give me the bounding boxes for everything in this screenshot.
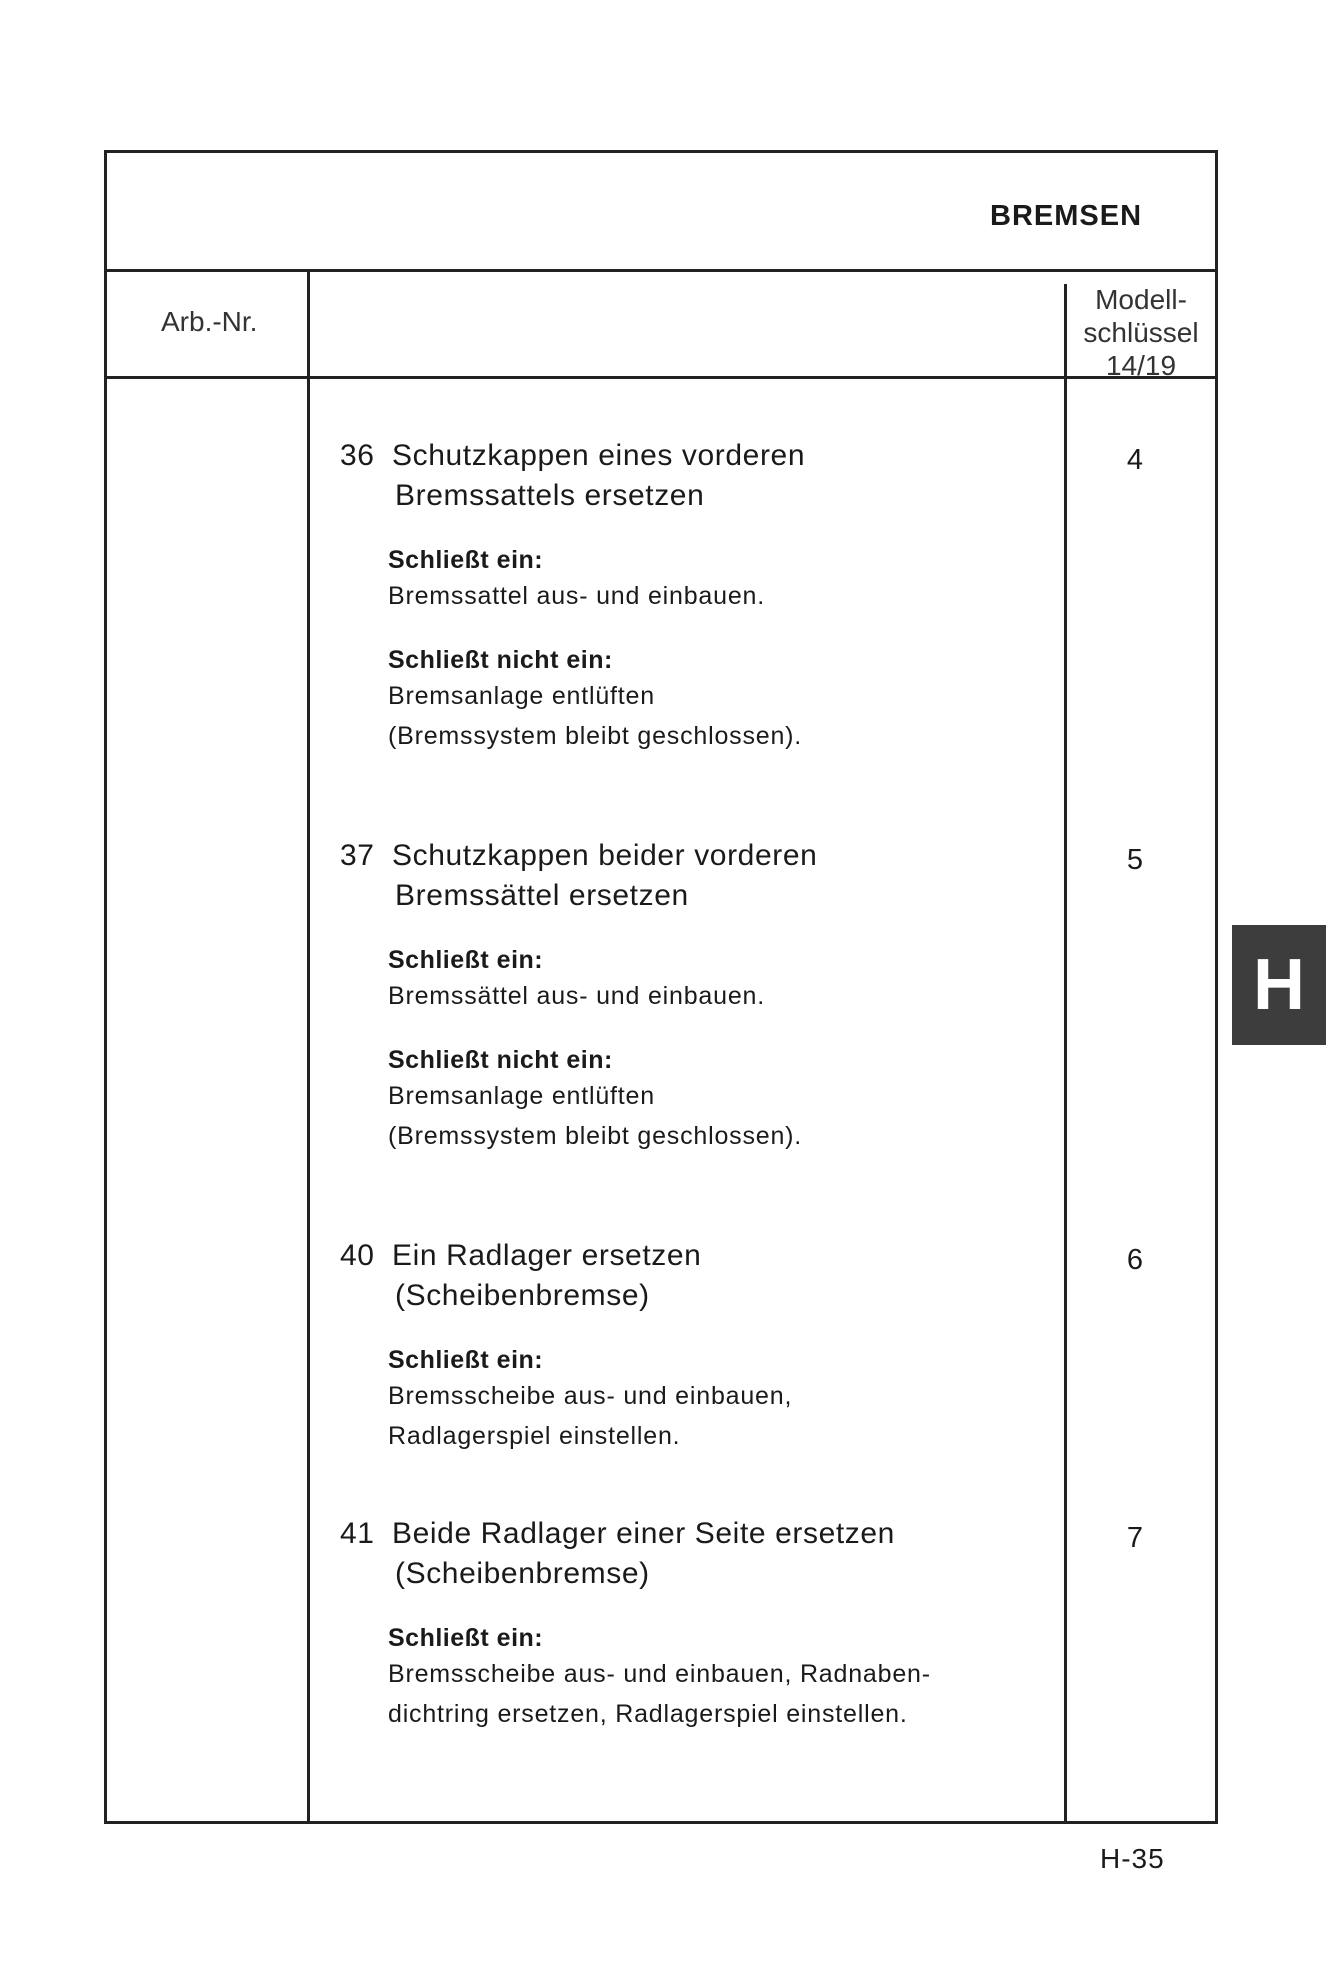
entry-title (340, 1236, 1060, 1316)
excludes-text: Bremsanlage entlüften (388, 682, 655, 710)
entry-title-line-2: Bremssattels ersetzen (395, 479, 705, 512)
model-key-value: 6 (1126, 1244, 1144, 1276)
page-number: H-35 (1100, 1843, 1165, 1874)
entry-title-line-1: Beide Radlager einer Seite ersetzen (392, 1517, 895, 1550)
includes-text: Bremsscheibe aus- und einbauen, (388, 1382, 793, 1410)
column-header-divider (104, 376, 1218, 379)
entry-36 (340, 436, 1060, 756)
includes-label: Schließt ein: (388, 1624, 544, 1652)
excludes-label: Schließt nicht ein: (388, 646, 613, 674)
column-header-arbnr: Arb.-Nr. (161, 306, 258, 337)
model-key-value: 7 (1126, 1522, 1144, 1554)
entry-number: 41 (340, 1517, 375, 1550)
entry-title-line-1: Ein Radlager ersetzen (392, 1239, 702, 1272)
includes-text: Bremssattel aus- und einbauen. (388, 582, 765, 610)
excludes-text: Bremsanlage entlüften (388, 1082, 655, 1110)
includes-text: Bremsscheibe aus- und einbauen, Radnaben- (388, 1660, 931, 1688)
model-key-value: 5 (1126, 844, 1144, 876)
section-tab-marker: H (1232, 925, 1326, 1045)
header-divider (104, 269, 1218, 272)
right-column-divider (1064, 284, 1067, 1824)
includes-text: Bremssättel aus- und einbauen. (388, 982, 765, 1010)
entry-title-line-1: Schutzkappen beider vorderen (392, 839, 818, 872)
includes-label: Schließt ein: (388, 1346, 544, 1374)
model-key-line-2: schlüssel (1083, 317, 1199, 348)
entry-number: 36 (340, 439, 375, 472)
entry-title-line-2: (Scheibenbremse) (395, 1279, 650, 1312)
entry-title (340, 836, 1060, 916)
entry-37 (340, 836, 1060, 1156)
section-title: BREMSEN (990, 200, 1143, 232)
excludes-text: (Bremssystem bleibt geschlossen). (388, 722, 803, 750)
entry-41 (340, 1514, 1060, 1734)
includes-label: Schließt ein: (388, 946, 544, 974)
includes-text: dichtring ersetzen, Radlagerspiel einstellen. (388, 1700, 908, 1728)
entry-title-line-2: (Scheibenbremse) (395, 1557, 650, 1590)
entry-title-line-1: Schutzkappen eines vorderen (392, 439, 806, 472)
entry-40 (340, 1236, 1060, 1456)
entry-title-line-2: Bremssättel ersetzen (395, 879, 689, 912)
model-key-value: 4 (1126, 444, 1144, 476)
includes-label: Schließt ein: (388, 546, 544, 574)
entry-number: 40 (340, 1239, 375, 1272)
column-header-model-key (1066, 283, 1216, 382)
entry-title (340, 436, 1060, 516)
model-key-line-1: Modell- (1095, 284, 1187, 315)
left-column-divider (307, 272, 310, 1824)
excludes-label: Schließt nicht ein: (388, 1046, 613, 1074)
includes-text: Radlagerspiel einstellen. (388, 1422, 681, 1450)
entry-number: 37 (340, 839, 375, 872)
entry-title (340, 1514, 1060, 1594)
excludes-text: (Bremssystem bleibt geschlossen). (388, 1122, 803, 1150)
model-key-line-3: 14/19 (1105, 350, 1177, 381)
